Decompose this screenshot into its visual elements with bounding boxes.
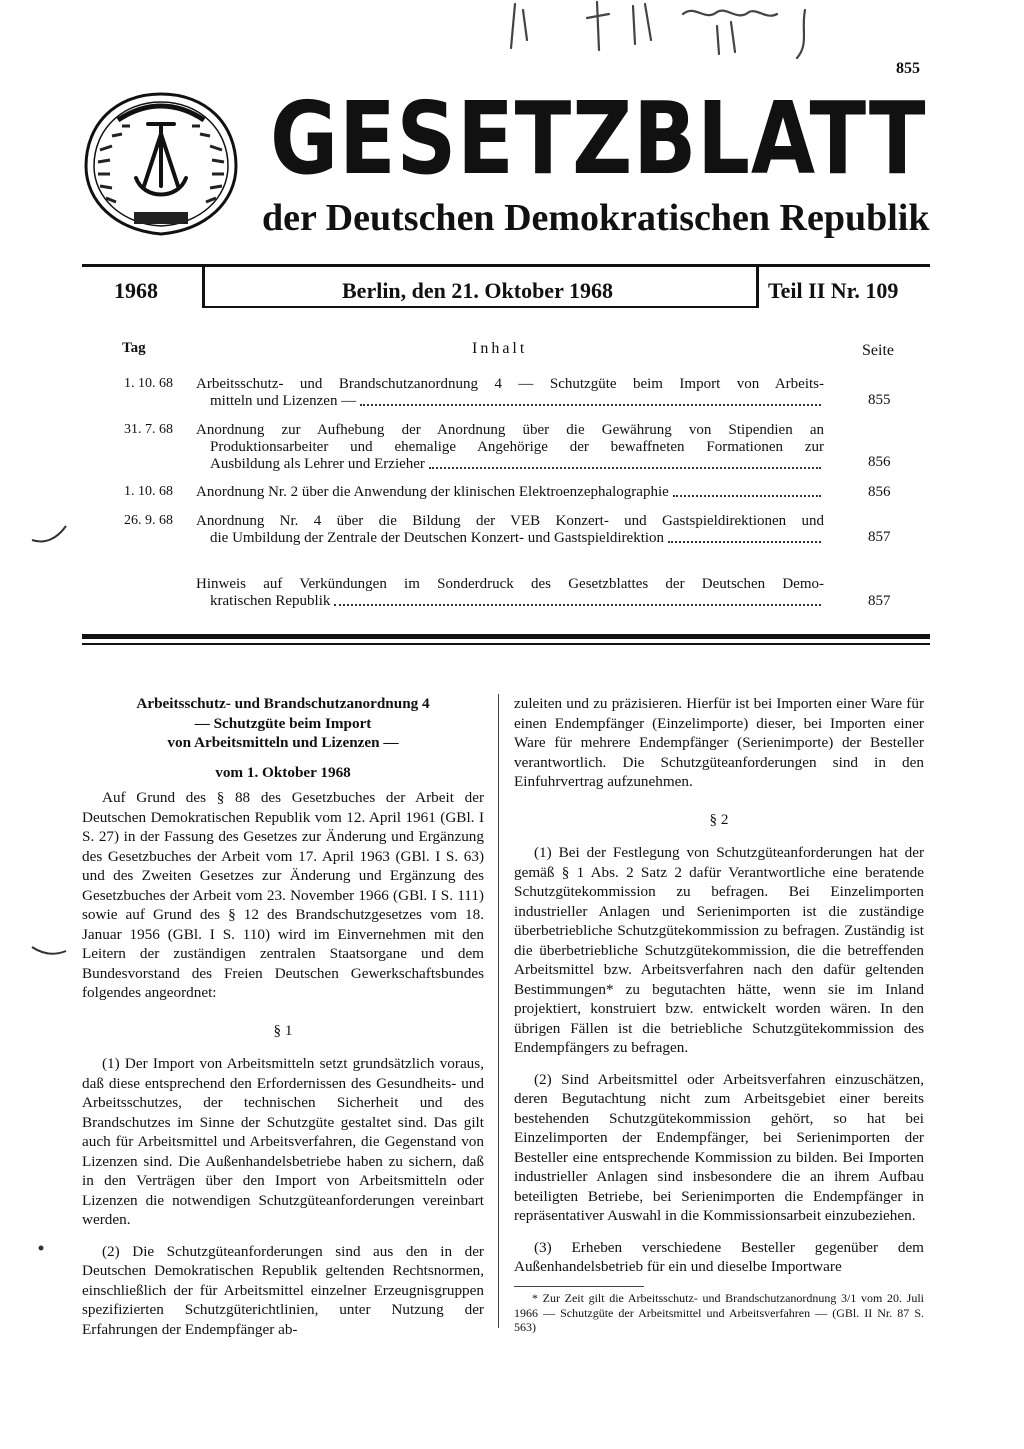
article-column-left <box>82 694 484 1339</box>
toc-line: Anordnung Nr. 4 über die Bildung der VEB Konzert- und Gastspieldirektionen und <box>196 513 824 529</box>
toc-entry-title <box>196 484 824 501</box>
toc-entry-page: 856 <box>868 484 891 500</box>
article-date: vom 1. Oktober 1968 <box>215 763 351 781</box>
article-preamble: Auf Grund des § 88 des Gesetzbuches der Arbeit der Deutschen Demokratischen Republik vom 12. April 1961 (GBl. I S. 27) in der Fassung des Gesetzes zur Änderung und Ergänzung des Gesetzbuches der Arbeit vom 17. April 1963 (GBl. I S. 63) und des Zweiten Gesetzes zur Änderung und Ergänzung des Gesetzbuches der Arbeit vom 23. November 1966 (GBl. I S. 111) sowie auf Grund des § 12 des Brandschutzgesetzes vom 18. Januar 1956 (GBl. I S. 110) wird im Einvernehmen mit den Leitern der zuständigen zentralen Staatsorgane und dem Bundesvorstand des Freien Deutschen Gewerkschaftsbundes folgendes angeordnet: <box>82 789 484 1001</box>
article-heading: — Schutzgüte beim Import <box>194 714 372 732</box>
margin-mark <box>36 1243 46 1253</box>
toc-entry-page: 855 <box>868 392 891 408</box>
article-heading: Arbeitsschutz- und Brandschutzanordnung 4 <box>136 695 430 712</box>
leader-dots <box>334 593 821 606</box>
leader-dots <box>673 484 821 497</box>
handwritten-annotation <box>505 0 835 62</box>
toc-bottom-rule <box>82 634 930 639</box>
toc-entry-title <box>196 422 824 473</box>
toc-line-last <box>196 530 824 547</box>
section-paragraph: (1) Bei der Festlegung von Schutzgüteanforderungen hat der gemäß § 1 Abs. 2 Satz 2 dafür Verantwortliche eine beratende Schutzgütekommission zu befragen. Bei Einzelimporten industrieller Anlagen und Serienimporten ist die zuständige überbetriebliche Schutzgütekommission zu befragen. Zuständig ist die überbetriebliche Schutzgütekommission, die die betreffenden Arbeitsmittel bzw. Arbeitsverfahren nach den dafür geltenden Bestimmungen* zu begutachten hätte, wenn sie im Inland projektiert, konstruiert bzw. entwickelt worden wären. In den übrigen Fällen ist die betriebliche Schutzgütekommission des Endempfängers zu befragen. <box>514 844 924 1056</box>
toc-line-last <box>196 484 824 501</box>
leader-dots <box>668 530 821 543</box>
issue-year: 1968 <box>114 278 158 303</box>
toc-entry-date: 1. 10. 68 <box>124 376 173 391</box>
toc-entry-title <box>196 576 824 610</box>
toc-entry-title <box>196 376 824 410</box>
footnote-rule <box>514 1286 644 1287</box>
article-heading: von Arbeitsmitteln und Lizenzen — <box>167 734 399 751</box>
article-column-right <box>514 694 924 1277</box>
toc-column-day: Tag <box>122 340 146 356</box>
toc-entry-title <box>196 513 824 547</box>
toc-line-last <box>196 456 824 473</box>
header-divider-right <box>756 264 759 308</box>
toc-line-last <box>196 393 824 410</box>
margin-mark <box>30 520 70 550</box>
section-heading: § 2 <box>709 810 729 828</box>
leader-dots <box>429 456 821 469</box>
masthead-subtitle: der Deutschen Demokratischen Republik <box>262 197 930 239</box>
toc-line: Hinweis auf Verkündungen im Sonderdruck des Gesetzblattes der Deutschen Demo- <box>196 576 824 592</box>
section-paragraph: (1) Der Import von Arbeitsmitteln setzt grundsätzlich voraus, daß diese entsprechend den Erfordernissen des Gesundheits- und Arbeitsschutzes, der technischen Sicherheit und des Brandschutzes im Sinne der Schutzgüte gestaltet sind. Das gilt auch für Arbeitsmittel und Arbeitsverfahren, die Gegenstand von Lizenzen sind. Die Außenhandelsbetriebe haben zu sichern, daß in den Verträgen über den Import von Arbeitsmitteln oder Lizenzen die notwendigen Schutzgüteanforderungen vereinbart werden. <box>82 1055 484 1228</box>
section-paragraph: (2) Sind Arbeitsmittel oder Arbeitsverfahren einzuschätzen, deren Begutachtung nicht zum Arbeitsgebiet einer bereits bestehenden Schutzgütekommission gehört, so hat bei Einzelimporten der Endempfänger, bei Serienimporten der Besteller eine entsprechende Kommission zu bilden. Bei Importen industrieller Anlagen sind insbesondere die an ihrem Aufbau beteiligten Betriebe, bei Serienimporten die Endempfänger in repräsentativer Auswahl in die Kommissionsarbeit einzubeziehen. <box>514 1070 924 1224</box>
toc-entry-date: 1. 10. 68 <box>124 484 173 499</box>
toc-entry-page: 856 <box>868 454 891 470</box>
masthead-title: GESETZBLATT <box>270 80 927 197</box>
toc-entry-date: 31. 7. 68 <box>124 422 173 437</box>
toc-line: Produktionsarbeiter und ehemalige Angehörige der bewaffneten Formationen zur <box>210 439 824 455</box>
section-paragraph: zuleiten und zu präzisieren. Hierfür ist bei Importen einer Ware für einen Endempfänger (Einzelimporte) dieser, bei Importen einer Ware für mehrere Endempfänger (Serienimporte) der Besteller verantwortlich. Die Schutzgüteanforderungen sind in den Einfuhrvertrag aufzunehmen. <box>514 695 924 790</box>
toc-entry-page: 857 <box>868 529 891 545</box>
toc-entry-page: 857 <box>868 593 891 609</box>
header-divider-left <box>202 264 205 308</box>
column-divider <box>498 694 499 1328</box>
section-heading: § 1 <box>273 1021 293 1039</box>
toc-line-last <box>196 593 824 610</box>
toc-entry-date: 26. 9. 68 <box>124 513 173 528</box>
footnote <box>514 1291 924 1335</box>
toc-line: mitteln und Lizenzen — <box>210 393 357 409</box>
header-top-rule <box>82 264 930 267</box>
toc-line: die Umbildung der Zentrale der Deutschen Konzert- und Gastspieldirektion <box>210 530 665 546</box>
margin-mark <box>30 935 70 965</box>
header-bottom-rule <box>202 306 759 308</box>
page-number: 855 <box>896 60 920 77</box>
state-emblem-icon <box>78 90 244 238</box>
footnote-text: * Zur Zeit gilt die Arbeitsschutz- und Brandschutzanordnung 3/1 vom 20. Juli 1966 — Schutzgüte der Arbeitsmittel und Arbeitsverfahren — (GBl. II Nr. 87 S. 563) <box>514 1291 924 1334</box>
toc-bottom-rule-thin <box>82 643 930 645</box>
issue-place-date: Berlin, den 21. Oktober 1968 <box>342 278 613 303</box>
issue-number: Teil II Nr. 109 <box>768 278 899 303</box>
toc-line: Anordnung zur Aufhebung der Anordnung über die Gewährung von Stipendien an <box>196 422 824 438</box>
toc-line: Ausbildung als Lehrer und Erzieher <box>210 456 425 472</box>
toc-line: Arbeitsschutz- und Brandschutzanordnung 4 — Schutzgüte beim Import von Arbeits- <box>196 376 824 392</box>
toc-column-content: Inhalt <box>472 340 528 357</box>
toc-line: Anordnung Nr. 2 über die Anwendung der klinischen Elektroenzephalographie <box>196 484 669 500</box>
section-paragraph: (3) Erheben verschiedene Besteller gegenüber dem Außenhandelsbetrieb für ein und dieselbe Importware <box>514 1238 924 1275</box>
toc-column-page: Seite <box>862 342 894 359</box>
leader-dots <box>360 393 821 406</box>
toc-line: kratischen Republik <box>210 593 331 609</box>
section-paragraph: (2) Die Schutzgüteanforderungen sind aus den in der Deutschen Demokratischen Republik geltenden Rechtsnormen, einschließlich der für Arbeitsmittel einzelner Erzeugnisgruppen spezifizierten Schutzgüterichtlinien, unter Nutzung der Erfahrungen der Endempfänger ab- <box>82 1242 484 1338</box>
